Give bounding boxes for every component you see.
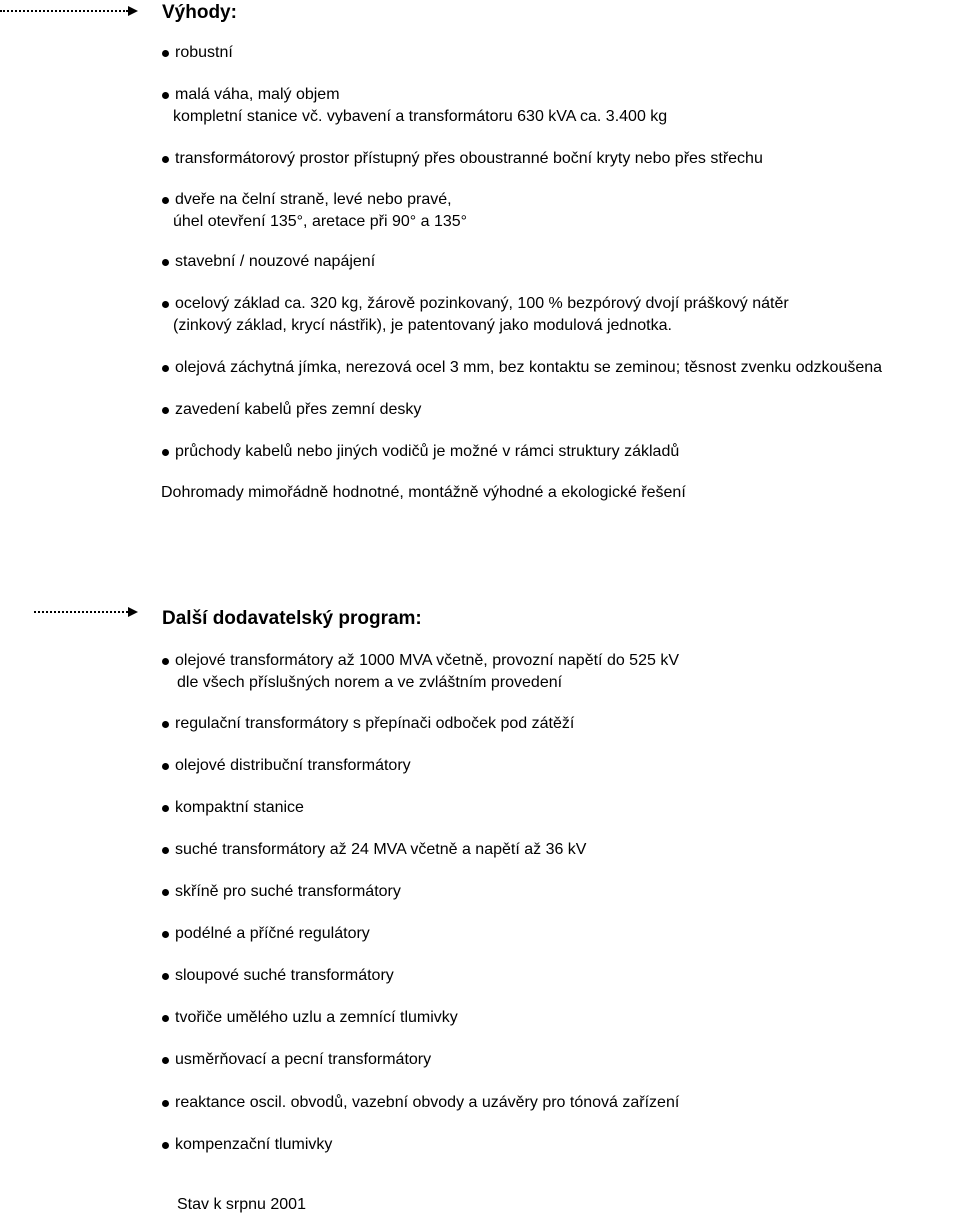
bullet-icon bbox=[162, 889, 169, 896]
bullet-icon bbox=[162, 259, 169, 266]
bullet-icon bbox=[162, 805, 169, 812]
pointer-arrow-icon bbox=[0, 6, 140, 16]
list-item: průchody kabelů nebo jiných vodičů je možné v rámci struktury základů bbox=[160, 441, 679, 463]
bullet-icon bbox=[162, 301, 169, 308]
bullet-icon bbox=[162, 50, 169, 57]
advantages-heading: Výhody: bbox=[162, 2, 237, 23]
list-item: suché transformátory až 24 MVA včetně a napětí až 36 kV bbox=[160, 839, 586, 861]
bullet-icon bbox=[162, 365, 169, 372]
list-item: olejová záchytná jímka, nerezová ocel 3 mm, bez kontaktu se zeminou; těsnost zvenku odzkoušena bbox=[160, 357, 882, 379]
list-item: olejové transformátory až 1000 MVA včetně, provozní napětí do 525 kV dle všech příslušných norem a ve zvláštním provedení bbox=[160, 650, 679, 694]
list-item: dveře na čelní straně, levé nebo pravé, úhel otevření 135°, aretace při 90° a 135° bbox=[160, 189, 467, 233]
bullet-icon bbox=[162, 449, 169, 456]
pointer-arrow-icon bbox=[34, 607, 140, 617]
list-item: tvořiče umělého uzlu a zemnící tlumivky bbox=[160, 1007, 458, 1029]
bullet-icon bbox=[162, 197, 169, 204]
bullet-icon bbox=[162, 407, 169, 414]
bullet-icon bbox=[162, 1015, 169, 1022]
list-item: kompaktní stanice bbox=[160, 797, 304, 819]
list-item: malá váha, malý objem kompletní stanice vč. vybavení a transformátoru 630 kVA ca. 3.400 kg bbox=[160, 84, 667, 128]
bullet-icon bbox=[162, 1142, 169, 1149]
bullet-icon bbox=[162, 1100, 169, 1107]
bullet-icon bbox=[162, 658, 169, 665]
list-item: kompenzační tlumivky bbox=[160, 1134, 332, 1156]
bullet-icon bbox=[162, 847, 169, 854]
list-item: sloupové suché transformátory bbox=[160, 965, 394, 987]
list-item: podélné a příčné regulátory bbox=[160, 923, 370, 945]
list-item: regulační transformátory s přepínači odboček pod zátěží bbox=[160, 713, 574, 735]
footer-date: Stav k srpnu 2001 bbox=[177, 1196, 306, 1213]
bullet-icon bbox=[162, 1057, 169, 1064]
bullet-icon bbox=[162, 973, 169, 980]
list-item: ocelový základ ca. 320 kg, žárově pozinkovaný, 100 % bezpórový dvojí práškový nátěr (zinkový základ, krycí nástřik), je patentovaný jako modulová jednotka. bbox=[160, 293, 789, 337]
bullet-icon bbox=[162, 92, 169, 99]
list-item: transformátorový prostor přístupný přes oboustranné boční kryty nebo přes střechu bbox=[160, 148, 763, 170]
bullet-icon bbox=[162, 763, 169, 770]
summary-text: Dohromady mimořádně hodnotné, montážně výhodné a ekologické řešení bbox=[161, 484, 686, 501]
list-item: usměrňovací a pecní transformátory bbox=[160, 1049, 431, 1071]
list-item: skříně pro suché transformátory bbox=[160, 881, 401, 903]
list-item: zavedení kabelů přes zemní desky bbox=[160, 399, 421, 421]
bullet-icon bbox=[162, 721, 169, 728]
list-item: olejové distribuční transformátory bbox=[160, 755, 411, 777]
list-item: reaktance oscil. obvodů, vazební obvody a uzávěry pro tónová zařízení bbox=[160, 1092, 679, 1114]
list-item: stavební / nouzové napájení bbox=[160, 251, 375, 273]
bullet-icon bbox=[162, 931, 169, 938]
program-heading: Další dodavatelský program: bbox=[162, 608, 422, 629]
bullet-icon bbox=[162, 156, 169, 163]
list-item: robustní bbox=[160, 42, 233, 64]
